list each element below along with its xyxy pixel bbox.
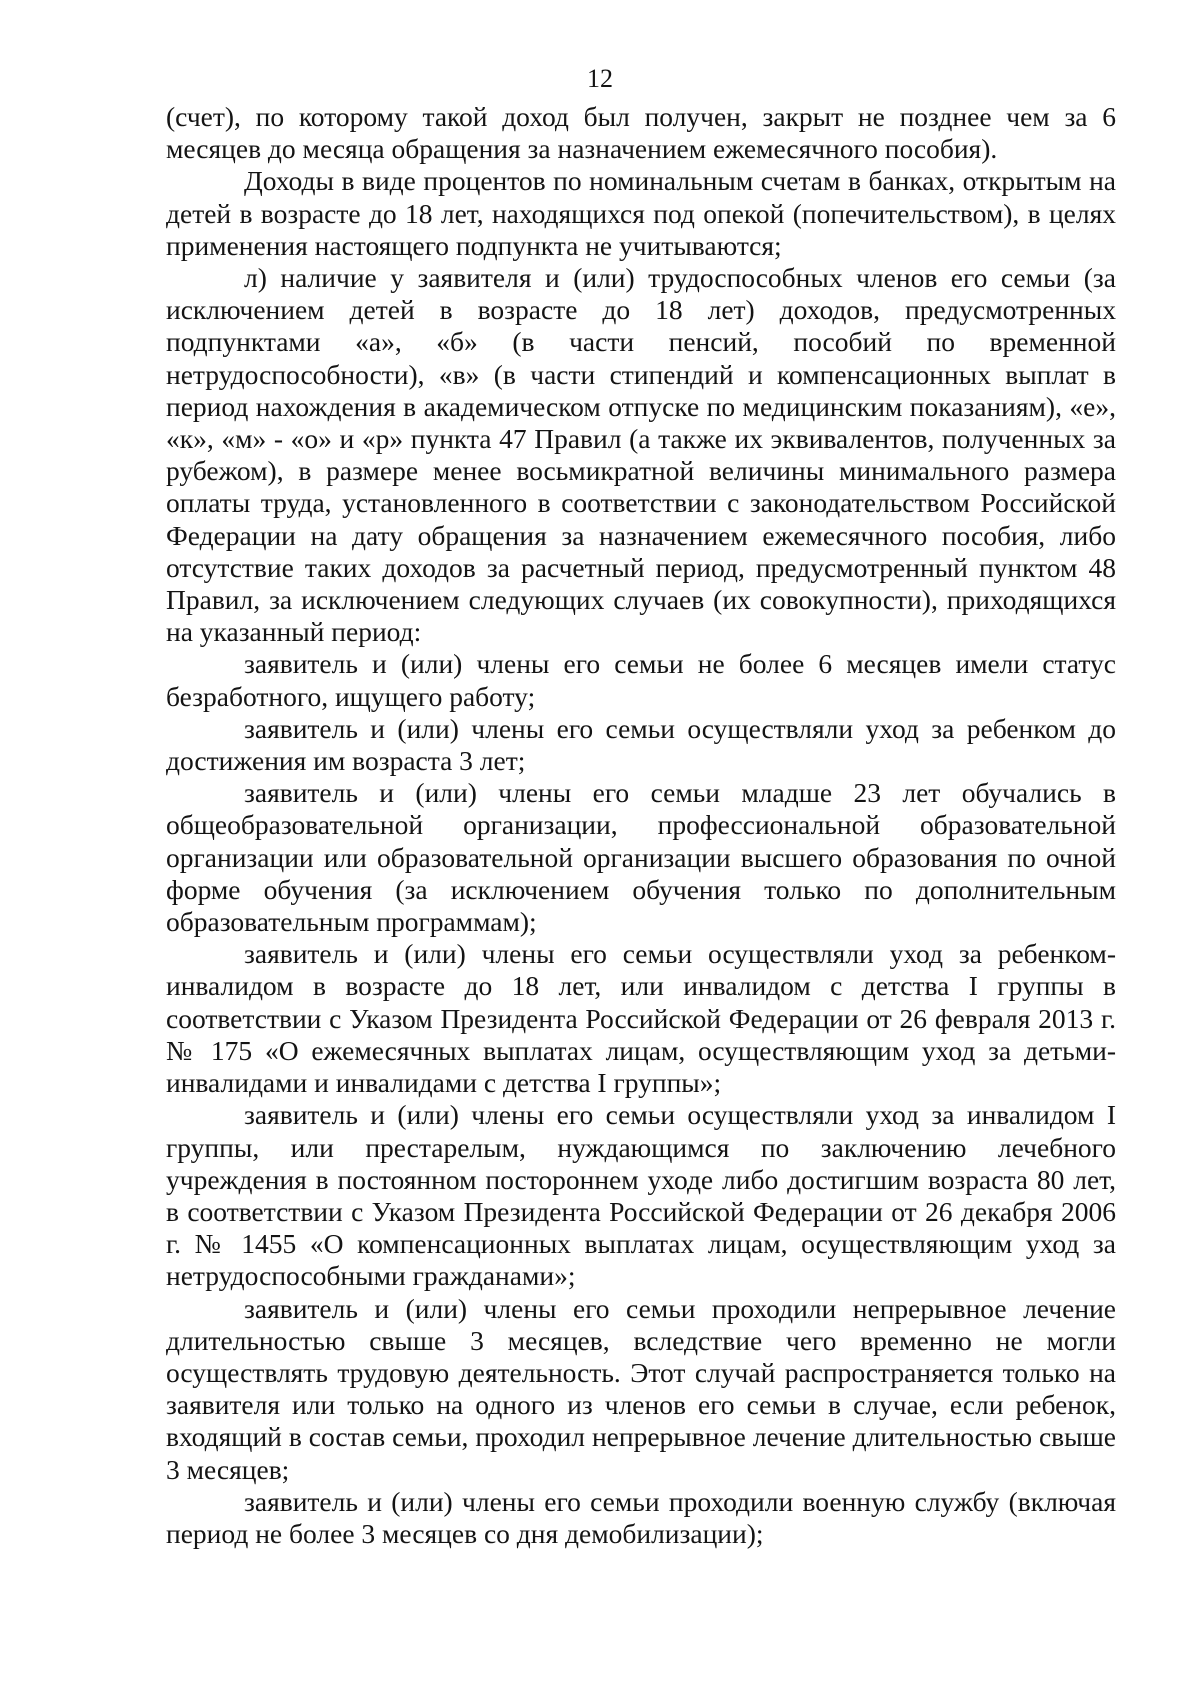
paragraph-continuous-treatment: заявитель и (или) члены его семьи проходили непрерывное лечение длительностью свыше 3 месяцев, вследствие чего временно не могли осуществлять трудовую деятельность. Этот случай распространяется только на заявителя или только на одного из членов его семьи в случае, если ребенок, входящий в состав семьи, проходил непрерывное лечение длительностью свыше 3 месяцев; [166,1292,1116,1485]
paragraph-account-closure: (счет), по которому такой доход был получен, закрыт не позднее чем за 6 месяцев до месяца обращения за назначением ежемесячного пособия). [166,101,1116,165]
paragraph-disabled-child-care: заявитель и (или) члены его семьи осуществляли уход за ребенком-инвалидом в возрасте до 18 лет, или инвалидом с детства I группы в соответствии с Указом Президента Российской Федерации от 26 февраля 2013 г. № 175 «О ежемесячных выплатах лицам, осуществляющим уход за детьми-инвалидами и инвалидами с детства I группы»; [166,938,1116,1099]
paragraph-unemployed-status: заявитель и (или) члены его семьи не более 6 месяцев имели статус безработного, ищущего работу; [166,648,1116,712]
paragraph-disabled-elderly-care: заявитель и (или) члены его семьи осуществляли уход за инвалидом I группы, или престарелым, нуждающимся по заключению лечебного учреждения в постоянном постороннем уходе либо достигшим возраста 80 лет, в соответствии с Указом Президента Российской Федерации от 26 декабря 2006 г. № 1455 «О компенсационных выплатах лицам, осуществляющим уход за нетрудоспособными гражданами»; [166,1099,1116,1292]
paragraph-full-time-study: заявитель и (или) члены его семьи младше 23 лет обучались в общеобразовательной организации, профессиональной образовательной организации или образовательной организации высшего образования по очной форме обучения (за исключением обучения только по дополнительным образовательным программам); [166,777,1116,938]
paragraph-subitem-l: л) наличие у заявителя и (или) трудоспособных членов его семьи (за исключением детей в возрасте до 18 лет) доходов, предусмотренных подпунктами «а», «б» (в части пенсий, пособий по временной нетрудоспособности), «в» (в части стипендий и компенсационных выплат в период нахождения в академическом отпуске по медицинским показаниям), «е», «к», «м» - «о» и «р» пункта 47 Правил (а также их эквивалентов, полученных за рубежом), в размере менее восьмикратной величины минимального размера оплаты труда, установленного в соответствии с законодательством Российской Федерации на дату обращения за назначением ежемесячного пособия, либо отсутствие таких доходов за расчетный период, предусмотренный пунктом 48 Правил, за исключением следующих случаев (их совокупности), приходящихся на указанный период: [166,262,1116,648]
document-body [166,101,1116,1550]
page-number: 12 [587,64,613,93]
paragraph-nominal-accounts-interest: Доходы в виде процентов по номинальным счетам в банках, открытым на детей в возрасте до 18 лет, находящихся под опекой (попечительством), в целях применения настоящего подпункта не учитываются; [166,165,1116,261]
paragraph-military-service: заявитель и (или) члены его семьи проходили военную службу (включая период не более 3 месяцев со дня демобилизации); [166,1485,1116,1549]
paragraph-child-care-under-3: заявитель и (или) члены его семьи осуществляли уход за ребенком до достижения им возраста 3 лет; [166,712,1116,777]
